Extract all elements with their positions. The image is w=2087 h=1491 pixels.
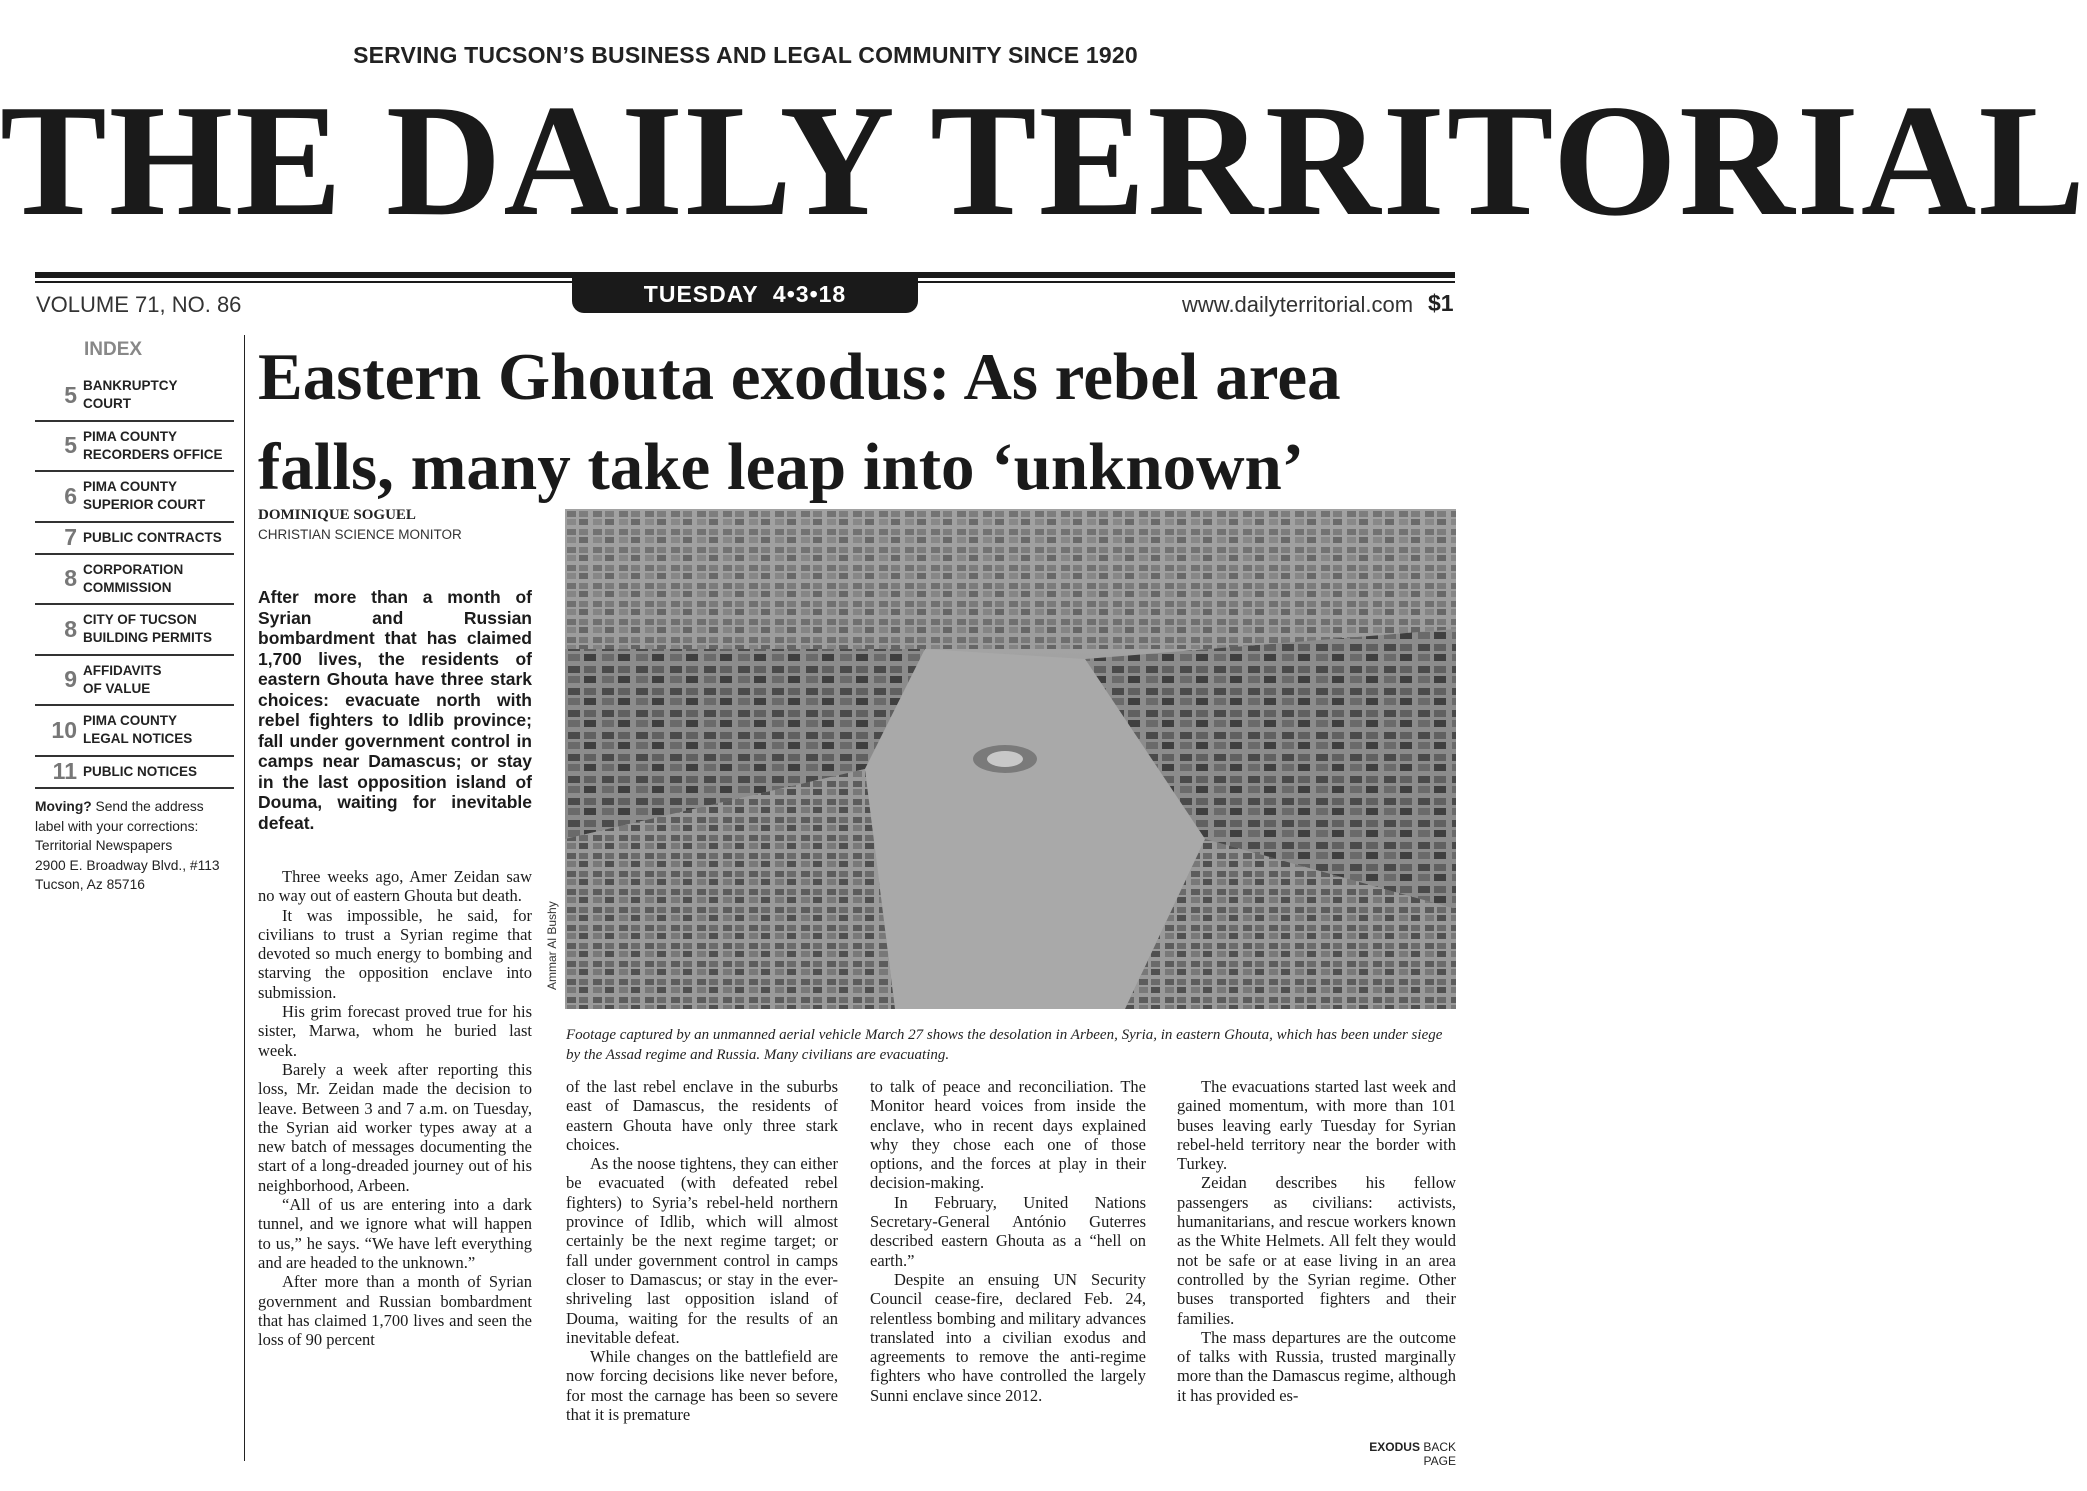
article-paragraph: to talk of peace and reconciliation. The Monitor heard voices from inside the enclave, who in recent days explained why they chose each one of those options, and the forces at play in their decision-making. bbox=[870, 1077, 1146, 1193]
index-page-number: 5 bbox=[64, 432, 77, 459]
moving-line3: Tucson, Az 85716 bbox=[35, 877, 145, 892]
index-label-line1: AFFIDAVITS bbox=[83, 662, 162, 678]
issue-date: TUESDAY 4•3•18 bbox=[572, 278, 918, 313]
article-paragraph: Despite an ensuing UN Security Council cease-fire, declared Feb. 24, relentless bombing and military advances translated into a civilian exodus and agreements to remove the anti-regime fighters who have controlled the largely Sunni enclave since 2012. bbox=[870, 1269, 1146, 1405]
article-paragraph: It was impossible, he said, for civilians to trust a Syrian regime that devoted so much energy to bombing and starving the opposition enclave into submission. bbox=[258, 905, 532, 1002]
index-section-label bbox=[83, 712, 192, 748]
index-section-label bbox=[83, 611, 212, 647]
article-column-2 bbox=[566, 1077, 838, 1424]
article-paragraph: His grim forecast proved true for his sister, Marwa, whom he buried last week. bbox=[258, 1002, 532, 1060]
index-section-label bbox=[83, 377, 178, 413]
index-section-label bbox=[83, 662, 162, 698]
index-section-label bbox=[83, 428, 223, 464]
index-label-line1: PUBLIC NOTICES bbox=[83, 763, 198, 779]
article-headline[interactable] bbox=[258, 332, 1463, 512]
index-label-line1: PUBLIC CONTRACTS bbox=[83, 529, 222, 545]
newspaper-nameplate: THE DAILY TERRITORIAL bbox=[0, 71, 2087, 249]
article-column-4 bbox=[1177, 1077, 1456, 1405]
index-item[interactable] bbox=[35, 656, 234, 707]
index-item[interactable] bbox=[35, 422, 234, 473]
article-paragraph: As the noose tightens, they can either be evacuated (with defeated rebel fighters) to Syria’s rebel-held northern province of Idlib, which will almost certainly be the next regime target; or fall under government control in camps closer to Damascus; or stay in the ever-shriveling last opposition island of Douma, waiting for the results of an inevitable defeat. bbox=[566, 1154, 838, 1347]
volume-number: VOLUME 71, NO. 86 bbox=[36, 292, 242, 317]
index-page-number: 5 bbox=[64, 381, 77, 408]
index-item[interactable] bbox=[35, 523, 234, 555]
article-paragraph: “All of us are entering into a dark tunnel, and we ignore what will happen to us,” he says. “We have left everything and are headed to the unknown.” bbox=[258, 1195, 532, 1272]
index-item[interactable] bbox=[35, 757, 234, 789]
index-label-line2: OF VALUE bbox=[83, 680, 151, 696]
index-label-line2: COURT bbox=[83, 396, 131, 412]
column-divider bbox=[244, 335, 245, 1461]
index-section-label bbox=[83, 529, 222, 547]
index-label-line1: BANKRUPTCY bbox=[83, 378, 178, 394]
byline-source: CHRISTIAN SCIENCE MONITOR bbox=[258, 527, 462, 542]
index-page-number: 11 bbox=[52, 758, 77, 784]
index-item[interactable] bbox=[35, 371, 234, 422]
moving-lead: Moving? bbox=[35, 799, 92, 814]
index-section-label bbox=[83, 561, 183, 597]
index-label-line1: CITY OF TUCSON bbox=[83, 612, 197, 628]
index-section-label bbox=[83, 478, 205, 514]
index-page-number: 6 bbox=[64, 482, 77, 509]
index-list bbox=[35, 371, 234, 789]
moving-line1: Territorial Newspapers bbox=[35, 838, 173, 853]
index-label-line2: LEGAL NOTICES bbox=[83, 731, 193, 747]
article-paragraph: Three weeks ago, Amer Zeidan saw no way out of eastern Ghouta but death. bbox=[258, 867, 532, 906]
moving-text: Send the address label with your corrections: bbox=[35, 799, 204, 834]
website-link[interactable]: www.dailyterritorial.com bbox=[1182, 292, 1414, 317]
article-column-1 bbox=[258, 867, 532, 1349]
index-section-label bbox=[83, 763, 197, 781]
moving-notice bbox=[35, 797, 235, 895]
aerial-photo bbox=[565, 509, 1456, 1009]
article-paragraph: The evacuations started last week and gained momentum, with more than 101 buses leaving early Tuesday for Syrian rebel-held territory near the border with Turkey. bbox=[1177, 1077, 1456, 1174]
jump-word: EXODUS bbox=[1369, 1440, 1420, 1454]
index-label-line2: BUILDING PERMITS bbox=[83, 630, 213, 646]
article-deck: After more than a month of Syrian and Russian bombardment that has claimed 1,700 lives, the residents of eastern Ghouta have three stark choices: evacuate north with rebel fighters to Idlib province; fall under government control in camps near Damascus; or stay in the last opposition island of Douma, waiting for inevitable defeat. bbox=[258, 587, 532, 833]
article-paragraph: While changes on the battlefield are now forcing decisions like never before, for most the carnage has been so severe that it is premature bbox=[566, 1347, 838, 1425]
jump-text: BACK PAGE bbox=[1419, 1440, 1456, 1468]
index-label-line1: CORPORATION bbox=[83, 561, 184, 577]
index-page-number: 7 bbox=[64, 524, 77, 550]
headline-line-2: falls, many take leap into ‘unknown’ bbox=[258, 430, 1305, 504]
index-item[interactable] bbox=[35, 472, 234, 523]
masthead-tagline: SERVING TUCSON’S BUSINESS AND LEGAL COMMUNITY SINCE 1920 bbox=[353, 42, 1138, 68]
article-paragraph: Zeidan describes his fellow passengers as civilians: activists, humanitarians, and rescue workers known as the White Helmets. All felt they would not be safe or at ease living in an area controlled by the Syrian regime. Other buses transported fighters and their families. bbox=[1177, 1173, 1456, 1328]
index-heading: INDEX bbox=[84, 339, 143, 360]
article-paragraph: The mass departures are the outcome of talks with Russia, trusted marginally more than the Damascus regime, although it has provided es- bbox=[1177, 1327, 1456, 1405]
headline-line-1: Eastern Ghouta exodus: As rebel area bbox=[258, 340, 1341, 414]
price: $1 bbox=[1428, 290, 1454, 316]
byline: DOMINIQUE SOGUEL bbox=[258, 507, 416, 523]
photo-caption: Footage captured by an unmanned aerial vehicle March 27 shows the desolation in Arbeen, Syria, in eastern Ghouta, which has been under siege by the Assad regime and Russia. Many civilians are evacuating. bbox=[566, 1027, 1443, 1063]
index-page-number: 8 bbox=[64, 615, 77, 642]
article-paragraph: of the last rebel enclave in the suburbs east of Damascus, the residents of eastern Ghouta have only three stark choices. bbox=[566, 1077, 838, 1154]
index-label-line2: RECORDERS OFFICE bbox=[83, 446, 223, 462]
index-item[interactable] bbox=[35, 605, 234, 656]
article-paragraph: After more than a month of Syrian government and Russian bombardment that has claimed 1,700 lives and seen the loss of 90 percent bbox=[258, 1272, 532, 1350]
continued-jump-line[interactable] bbox=[1340, 1440, 1456, 1468]
moving-line2: 2900 E. Broadway Blvd., #113 bbox=[35, 857, 220, 873]
index-label-line1: PIMA COUNTY bbox=[83, 479, 177, 495]
index-label-line2: SUPERIOR COURT bbox=[83, 497, 206, 513]
index-label-line2: COMMISSION bbox=[83, 579, 172, 595]
index-item[interactable] bbox=[35, 706, 234, 757]
article-paragraph: Barely a week after reporting this loss, Mr. Zeidan made the decision to leave. Between 3 and 7 a.m. on Tuesday, the Syrian aid worker types away at a new batch of messages documenting the start of a long-dreaded journey out of his neighborhood, Arbeen. bbox=[258, 1059, 532, 1195]
index-page-number: 10 bbox=[51, 716, 77, 743]
index-label-line1: PIMA COUNTY bbox=[83, 428, 177, 444]
photo-credit: Ammar Al Bushy bbox=[545, 901, 559, 990]
index-sidebar bbox=[35, 335, 234, 789]
article-column-3 bbox=[870, 1077, 1146, 1405]
article-paragraph: In February, United Nations Secretary-General António Guterres described eastern Ghouta as a “hell on earth.” bbox=[870, 1192, 1146, 1270]
index-item[interactable] bbox=[35, 555, 234, 606]
index-label-line1: PIMA COUNTY bbox=[83, 713, 177, 729]
index-page-number: 9 bbox=[64, 666, 77, 693]
index-page-number: 8 bbox=[64, 565, 77, 592]
aerial-photo-illustration bbox=[565, 509, 1456, 1009]
